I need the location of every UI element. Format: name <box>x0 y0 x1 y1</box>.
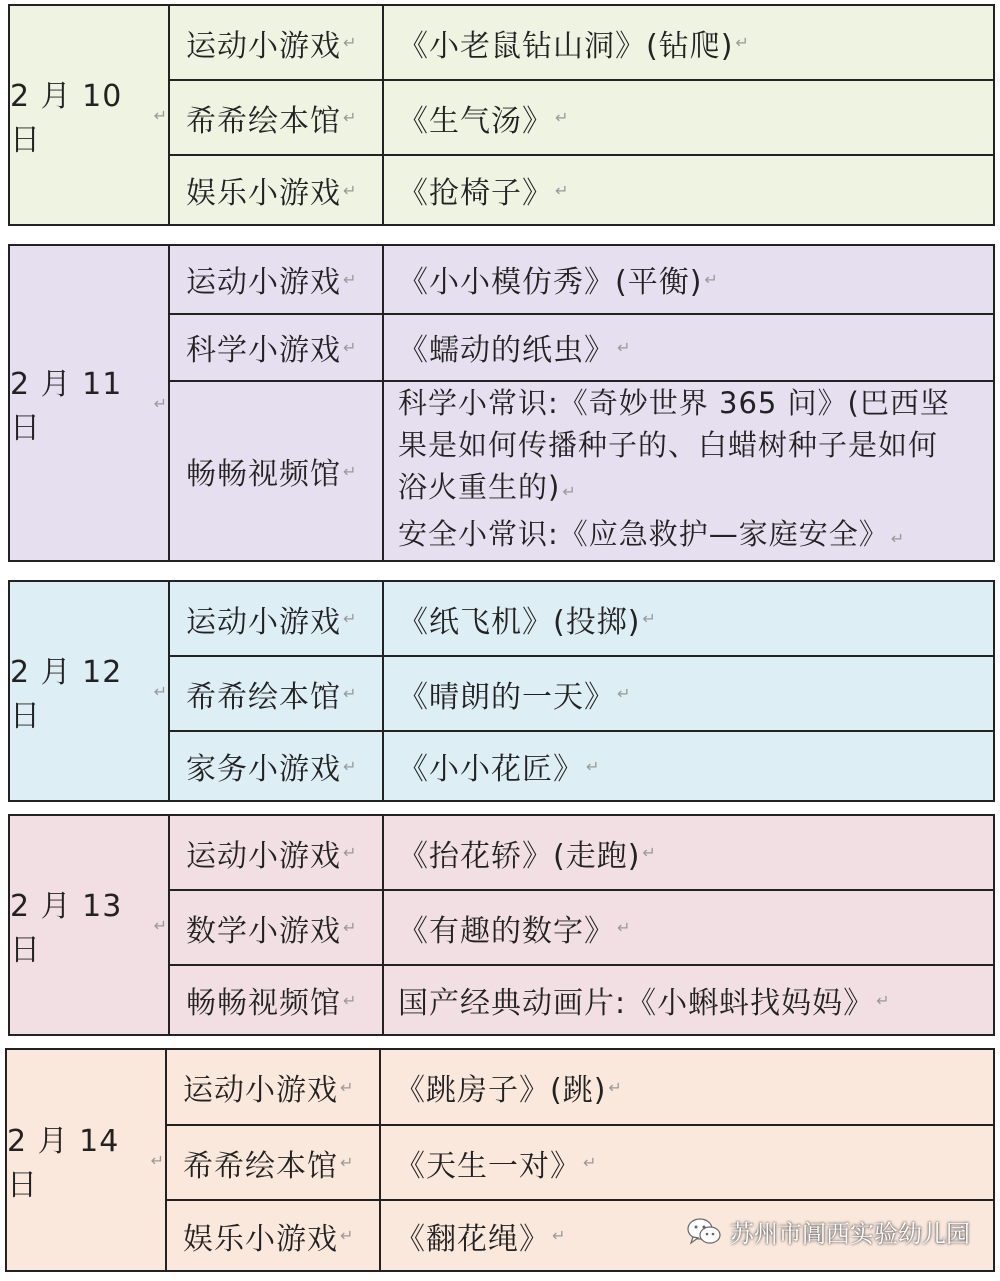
table-row <box>170 964 993 1034</box>
activity-cell: 《小小花匠》 ↵ <box>398 752 601 787</box>
activity-line: 科学小常识:《奇妙世界 365 问》(巴西坚 <box>398 386 950 420</box>
category-cell: 科学小游戏 ↵ <box>170 315 384 380</box>
wechat-watermark <box>686 1214 970 1249</box>
table-row <box>170 246 993 313</box>
category-cell: 娱乐小游戏 ↵ <box>170 156 384 224</box>
date-cell: 2 月 12 日 ↵ <box>10 582 170 800</box>
category-cell: 娱乐小游戏 ↵ <box>167 1201 381 1270</box>
table-row <box>170 313 993 380</box>
activity-line: 安全小常识:《应急救护—家庭安全》 ↵ <box>398 517 906 551</box>
category-cell: 畅畅视频馆 ↵ <box>170 382 384 560</box>
category-cell: 畅畅视频馆 ↵ <box>170 966 384 1034</box>
activity-line: 果是如何传播种子的、白蜡树种子是如何 <box>398 428 939 462</box>
day-block-feb10 <box>8 4 995 226</box>
day-block-feb12 <box>8 580 995 802</box>
category-cell: 运动小游戏 ↵ <box>167 1050 381 1124</box>
watermark-text: 苏州市阊西实验幼儿园 <box>730 1220 970 1248</box>
table-row <box>170 655 993 730</box>
table-row <box>170 730 993 800</box>
activity-cell: 国产经典动画片:《小蝌蚪找妈妈》 ↵ <box>398 986 891 1021</box>
activity-cell: 《抢椅子》 ↵ <box>398 176 570 211</box>
category-cell: 运动小游戏 ↵ <box>170 816 384 889</box>
activity-cell: 《跳房子》(跳) ↵ <box>395 1073 623 1108</box>
activity-cell <box>384 382 993 560</box>
table-row <box>170 380 993 560</box>
category-cell: 运动小游戏 ↵ <box>170 582 384 655</box>
table-row <box>170 582 993 655</box>
table-row <box>167 1050 993 1124</box>
activity-cell: 《晴朗的一天》 ↵ <box>398 679 632 715</box>
table-row <box>170 6 993 79</box>
category-cell: 运动小游戏 ↵ <box>170 6 384 79</box>
category-cell: 运动小游戏 ↵ <box>170 246 384 313</box>
table-row <box>170 154 993 224</box>
table-row <box>170 79 993 154</box>
activity-cell: 《抬花轿》(走跑) ↵ <box>398 838 657 874</box>
date-cell: 2 月 11 日 ↵ <box>10 246 170 560</box>
table-row <box>170 889 993 964</box>
category-cell: 希希绘本馆 ↵ <box>170 657 384 730</box>
category-cell: 希希绘本馆 ↵ <box>170 81 384 154</box>
activity-cell: 《天生一对》 ↵ <box>395 1148 598 1184</box>
date-cell: 2 月 10 日 ↵ <box>10 6 170 224</box>
activity-cell: 《小小模仿秀》(平衡) ↵ <box>398 265 719 301</box>
day-block-feb13 <box>8 814 995 1036</box>
activity-cell: 《纸飞机》(投掷) ↵ <box>398 604 657 640</box>
activity-cell: 《翻花绳》 ↵ <box>395 1221 567 1257</box>
category-cell: 数学小游戏 ↵ <box>170 891 384 964</box>
table-row <box>167 1124 993 1199</box>
day-block-feb11 <box>8 244 995 562</box>
date-cell: 2 月 13 日 ↵ <box>10 816 170 1034</box>
activity-cell: 《生气汤》 ↵ <box>398 103 570 139</box>
category-cell: 家务小游戏 ↵ <box>170 732 384 800</box>
activity-cell: 《蠕动的纸虫》 ↵ <box>398 333 632 369</box>
category-cell: 希希绘本馆 ↵ <box>167 1126 381 1199</box>
activity-cell: 《有趣的数字》 ↵ <box>398 913 632 949</box>
table-row <box>170 816 993 889</box>
activity-line: 浴火重生的) ↵ <box>398 470 577 504</box>
wechat-icon <box>686 1217 722 1247</box>
date-cell: 2 月 14 日 ↵ <box>7 1050 167 1270</box>
activity-cell: 《小老鼠钻山洞》(钻爬) ↵ <box>398 28 750 64</box>
